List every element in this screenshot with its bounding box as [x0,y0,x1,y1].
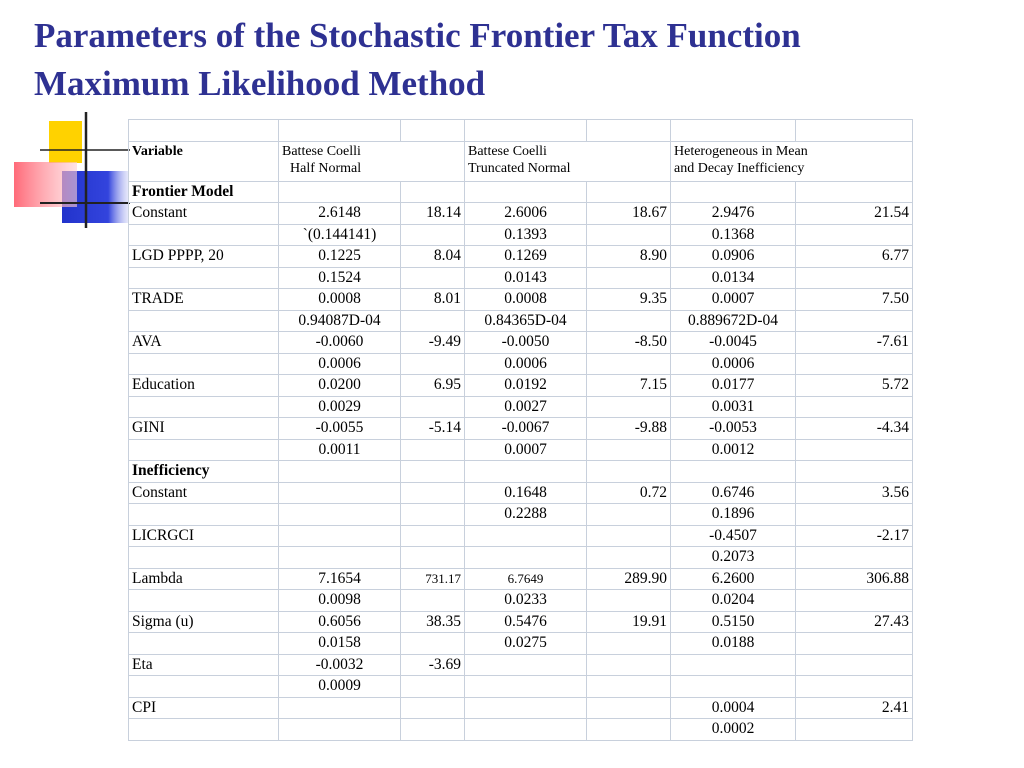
cell-tstat [796,633,913,655]
cell-tstat: -9.49 [401,332,465,354]
cell-tstat: 731.17 [401,568,465,590]
row-label [129,590,279,612]
cell-estimate: 0.0275 [465,633,587,655]
cell-tstat [587,547,671,569]
cell-estimate: -0.0050 [465,332,587,354]
cell-tstat: -4.34 [796,418,913,440]
table-row [129,375,913,397]
table-row [129,504,913,526]
cell-tstat [401,224,465,246]
title-line-2: Maximum Likelihood Method [34,64,486,103]
cell-tstat [401,504,465,526]
cell-tstat: 8.01 [401,289,465,311]
cell-tstat [401,396,465,418]
cell-estimate [279,547,401,569]
deco-yellow-square [49,121,82,163]
cell-tstat [401,439,465,461]
cell-tstat: 8.90 [587,246,671,268]
cell-estimate: 0.1648 [465,482,587,504]
cell-tstat: 7.50 [796,289,913,311]
section-row-inefficiency [129,461,913,483]
cell-estimate: 0.0029 [279,396,401,418]
cell-estimate [279,697,401,719]
row-label: Lambda [129,568,279,590]
cell-estimate: -0.0060 [279,332,401,354]
cell-estimate: 0.0906 [671,246,796,268]
table-row [129,246,913,268]
results-table-container [128,119,913,741]
cell-estimate: -0.0032 [279,654,401,676]
row-label: Eta [129,654,279,676]
cell-estimate: 0.0158 [279,633,401,655]
cell-estimate: 0.0177 [671,375,796,397]
table-row [129,418,913,440]
cell-tstat [587,439,671,461]
cell-tstat [587,525,671,547]
cell-tstat [796,590,913,612]
cell-tstat [401,676,465,698]
cell-tstat: 18.14 [401,203,465,225]
cell-estimate: 0.0233 [465,590,587,612]
cell-tstat: 5.72 [796,375,913,397]
cell-tstat: 8.04 [401,246,465,268]
cell-tstat: 289.90 [587,568,671,590]
cell-tstat [796,224,913,246]
table-row [129,676,913,698]
cell-tstat [401,482,465,504]
table-row [129,568,913,590]
row-label: AVA [129,332,279,354]
cell-tstat: 38.35 [401,611,465,633]
cell-tstat: -9.88 [587,418,671,440]
row-label [129,633,279,655]
cell-estimate: 2.6006 [465,203,587,225]
row-label [129,547,279,569]
header-variable: Variable [129,141,279,181]
table-header-row [129,141,913,181]
cell-tstat [587,353,671,375]
cell-tstat [587,590,671,612]
cell-estimate: 0.1393 [465,224,587,246]
deco-red-square [14,162,77,207]
cell-estimate: 0.6746 [671,482,796,504]
cell-tstat: 6.77 [796,246,913,268]
cell-estimate: 0.1524 [279,267,401,289]
cell-estimate: 0.0188 [671,633,796,655]
cell-tstat: -7.61 [796,332,913,354]
cell-tstat [401,697,465,719]
cell-estimate [279,525,401,547]
cell-estimate: 0.1368 [671,224,796,246]
table-row [129,654,913,676]
cell-tstat [796,310,913,332]
cell-estimate: 0.0009 [279,676,401,698]
cell-tstat: 2.41 [796,697,913,719]
cell-tstat: 6.95 [401,375,465,397]
cell-tstat [796,396,913,418]
row-label [129,267,279,289]
row-label [129,353,279,375]
cell-estimate: 0.0007 [671,289,796,311]
cell-estimate: 0.0192 [465,375,587,397]
cell-tstat [401,547,465,569]
cell-estimate: 0.0002 [671,719,796,741]
cell-tstat: -2.17 [796,525,913,547]
cell-tstat: 0.72 [587,482,671,504]
table-row [129,267,913,289]
cell-estimate [279,504,401,526]
cell-tstat [587,654,671,676]
table-row [129,590,913,612]
table-row [129,611,913,633]
cell-estimate: 0.0006 [279,353,401,375]
cell-estimate: -0.4507 [671,525,796,547]
cell-tstat [587,224,671,246]
cell-estimate: 6.7649 [465,568,587,590]
header-half-normal: Battese Coelli Half Normal [279,141,465,181]
table-row [129,396,913,418]
cell-estimate: 0.0006 [465,353,587,375]
cell-estimate: 0.0027 [465,396,587,418]
row-label: Sigma (u) [129,611,279,633]
section-row-frontier [129,181,913,203]
header-heterogeneous: Heterogeneous in Mean and Decay Inefficiency [671,141,913,181]
cell-tstat [796,439,913,461]
cell-estimate [465,697,587,719]
cell-tstat [587,719,671,741]
cell-estimate: 0.889672D-04 [671,310,796,332]
cell-tstat [587,310,671,332]
cell-tstat [401,310,465,332]
row-label [129,504,279,526]
table-row [129,332,913,354]
cell-estimate: 0.0012 [671,439,796,461]
cell-tstat [796,719,913,741]
cell-estimate: 0.0007 [465,439,587,461]
cell-estimate: -0.0045 [671,332,796,354]
cell-estimate: 6.2600 [671,568,796,590]
cell-tstat: 27.43 [796,611,913,633]
table-row [129,224,913,246]
cell-tstat [587,504,671,526]
header-truncated-normal: Battese Coelli Truncated Normal [465,141,671,181]
cell-tstat [401,590,465,612]
table-row [129,525,913,547]
cell-estimate: -0.0067 [465,418,587,440]
cell-estimate: 0.0006 [671,353,796,375]
cell-tstat [587,633,671,655]
cell-estimate [279,719,401,741]
cell-tstat [796,547,913,569]
table-row [129,310,913,332]
cell-estimate [671,676,796,698]
cell-tstat [796,353,913,375]
cell-estimate [465,654,587,676]
cell-tstat [796,676,913,698]
cell-estimate: 0.6056 [279,611,401,633]
cell-tstat [587,676,671,698]
row-label: Education [129,375,279,397]
cell-tstat: 19.91 [587,611,671,633]
cell-estimate: 0.0204 [671,590,796,612]
row-label [129,719,279,741]
cell-tstat [587,697,671,719]
cell-tstat [401,353,465,375]
cell-tstat [401,633,465,655]
table-spacer-row [129,120,913,142]
cell-estimate: `(0.144141) [279,224,401,246]
cell-estimate: 0.1896 [671,504,796,526]
cell-tstat: 9.35 [587,289,671,311]
cell-estimate: 2.9476 [671,203,796,225]
row-label [129,224,279,246]
row-label: LICRGCI [129,525,279,547]
slide-title [34,12,994,108]
cell-estimate: 2.6148 [279,203,401,225]
cell-estimate: 0.94087D-04 [279,310,401,332]
row-label: LGD PPPP, 20 [129,246,279,268]
cell-estimate [465,676,587,698]
cell-estimate: 7.1654 [279,568,401,590]
cell-tstat: -3.69 [401,654,465,676]
cell-estimate: 0.0098 [279,590,401,612]
cell-estimate: 0.5150 [671,611,796,633]
cell-estimate: 0.0143 [465,267,587,289]
cell-estimate: -0.0055 [279,418,401,440]
cell-estimate [465,547,587,569]
cell-estimate: 0.0008 [279,289,401,311]
cell-tstat [401,525,465,547]
table-row [129,697,913,719]
cell-tstat: -8.50 [587,332,671,354]
cell-estimate: 0.2073 [671,547,796,569]
cell-estimate: 0.0011 [279,439,401,461]
cell-tstat [587,396,671,418]
cell-tstat: 3.56 [796,482,913,504]
table-row [129,203,913,225]
cell-tstat [401,719,465,741]
table-row [129,289,913,311]
cell-tstat: 7.15 [587,375,671,397]
row-label: CPI [129,697,279,719]
cell-estimate [465,525,587,547]
table-row [129,482,913,504]
title-line-1: Parameters of the Stochastic Frontier Tax Function [34,16,801,55]
cell-estimate: 0.0134 [671,267,796,289]
cell-tstat: 21.54 [796,203,913,225]
cell-estimate: 0.5476 [465,611,587,633]
cell-tstat [796,504,913,526]
table-row [129,633,913,655]
table-row [129,353,913,375]
section-frontier-label: Frontier Model [129,181,279,203]
row-label: Constant [129,203,279,225]
cell-tstat: 306.88 [796,568,913,590]
cell-tstat [401,267,465,289]
cell-estimate: 0.0004 [671,697,796,719]
row-label: Constant [129,482,279,504]
cell-estimate [671,654,796,676]
cell-estimate: 0.0200 [279,375,401,397]
row-label [129,439,279,461]
row-label [129,396,279,418]
section-inefficiency-label: Inefficiency [129,461,279,483]
row-label: TRADE [129,289,279,311]
table-row [129,719,913,741]
cell-tstat: 18.67 [587,203,671,225]
cell-estimate: 0.1225 [279,246,401,268]
cell-tstat [796,654,913,676]
results-table [128,119,913,741]
decorative-squares-graphic [0,0,140,240]
cell-estimate: 0.84365D-04 [465,310,587,332]
cell-tstat: -5.14 [401,418,465,440]
table-row [129,439,913,461]
row-label [129,310,279,332]
cell-estimate: -0.0053 [671,418,796,440]
cell-estimate: 0.1269 [465,246,587,268]
cell-tstat [587,267,671,289]
cell-estimate [279,482,401,504]
cell-estimate [465,719,587,741]
table-row [129,547,913,569]
cell-estimate: 0.2288 [465,504,587,526]
row-label: GINI [129,418,279,440]
row-label [129,676,279,698]
cell-estimate: 0.0031 [671,396,796,418]
cell-tstat [796,267,913,289]
cell-estimate: 0.0008 [465,289,587,311]
